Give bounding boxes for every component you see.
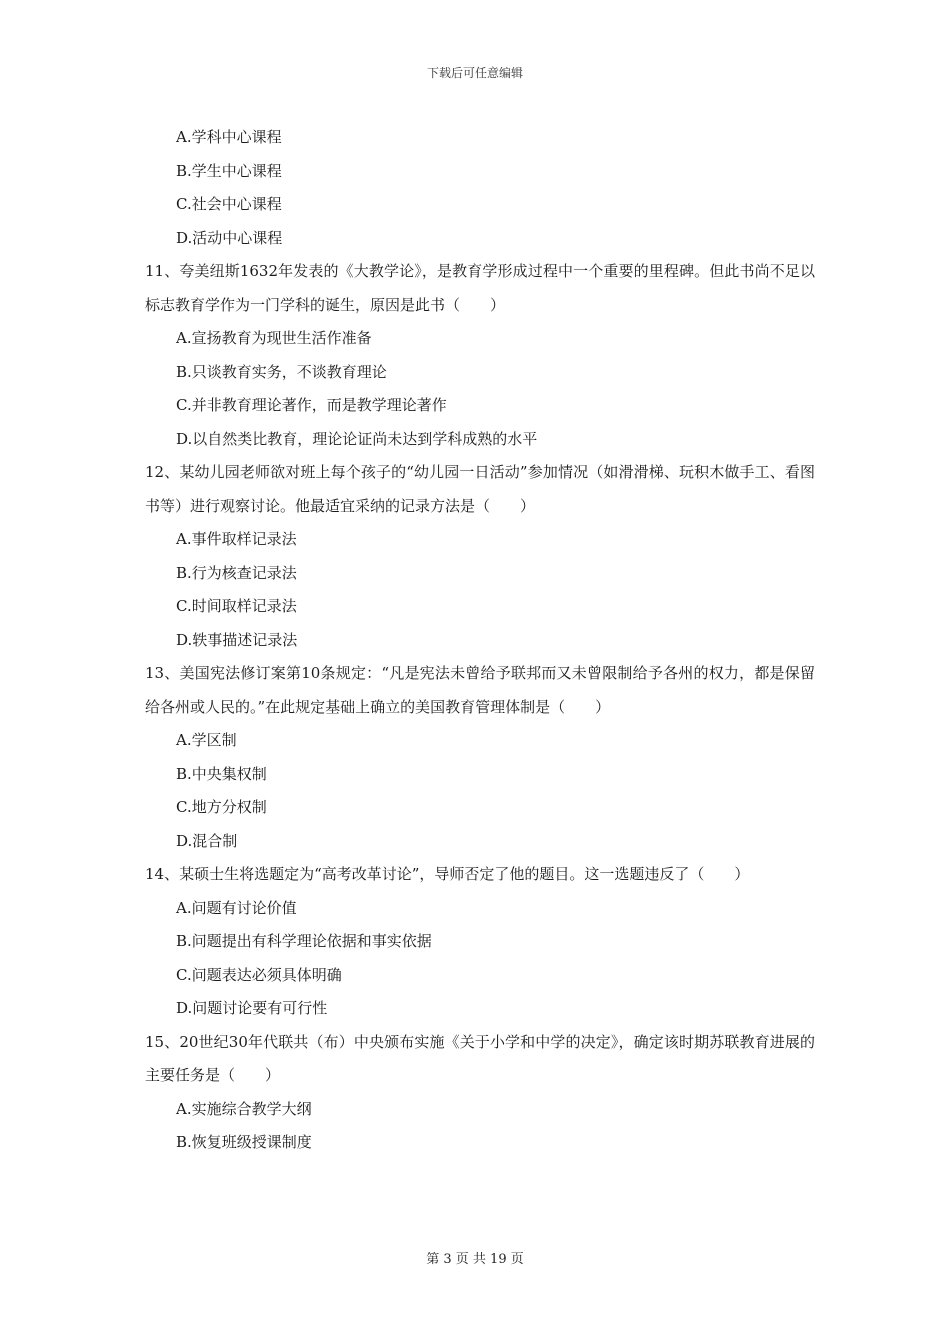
option-11-a: A.宣扬教育为现世生活作准备	[176, 329, 372, 347]
option-14-a: A.问题有讨论价值	[176, 898, 297, 917]
option-12-a: A.事件取样记录法	[176, 530, 297, 548]
option-15-b: B.恢复班级授课制度	[176, 1133, 312, 1151]
question-14: 14、某硕士生将选题定为“高考改革讨论”，导师否定了他的题目。这一选题违反了（ ）	[145, 865, 750, 883]
option-11-c: C.并非教育理论著作，而是教学理论著作	[176, 396, 447, 414]
option-11-d: D.以自然类比教育，理论论证尚未达到学科成熟的水平	[176, 429, 538, 448]
option-10-c: C.社会中心课程	[176, 195, 282, 213]
page-header: 下载后可任意编辑	[426, 66, 523, 80]
question-11: 11、夸美纽斯1632年发表的《大教学论》，是教育学形成过程中一个重要的里程碑。但此书尚不足以标志教育学作为一门学科的诞生，原因是此书（ ）	[145, 262, 815, 314]
page-number: 第 3 页 共 19 页	[426, 1252, 524, 1267]
option-10-a: A.学科中心课程	[176, 128, 282, 146]
option-14-d: D.问题讨论要有可行性	[176, 999, 328, 1017]
option-13-c: C.地方分权制	[176, 798, 267, 816]
option-13-b: B.中央集权制	[176, 764, 267, 783]
option-12-c: C.时间取样记录法	[176, 597, 297, 615]
question-15: 15、20世纪30年代联共（布）中央颁布实施《关于小学和中学的决定》，确定该时期苏联教育进展的主要任务是（ ）	[145, 1032, 815, 1084]
option-15-a: A.实施综合教学大纲	[176, 1099, 312, 1118]
option-10-b: B.学生中心课程	[176, 161, 282, 180]
question-13: 13、美国宪法修订案第10条规定：“凡是宪法未曾给予联邦而又未曾限制给予各州的权力，都是保留给各州或人民的。”在此规定基础上确立的美国教育管理体制是（ ）	[145, 664, 815, 716]
option-14-b: B.问题提出有科学理论依据和事实依据	[176, 932, 432, 950]
question-12: 12、某幼儿园老师欲对班上每个孩子的“幼儿园一日活动”参加情况（如滑滑梯、玩积木做手工、看图书等）进行观察讨论。他最适宜采纳的记录方法是（ ）	[145, 463, 815, 515]
option-13-a: A.学区制	[176, 731, 237, 749]
option-14-c: C.问题表达必须具体明确	[176, 965, 342, 984]
option-12-b: B.行为核查记录法	[176, 563, 297, 582]
option-11-b: B.只谈教育实务，不谈教育理论	[176, 362, 387, 381]
document-body	[145, 121, 815, 1160]
option-12-d: D.轶事描述记录法	[176, 630, 298, 649]
option-10-d: D.活动中心课程	[176, 228, 283, 247]
option-13-d: D.混合制	[176, 831, 238, 850]
